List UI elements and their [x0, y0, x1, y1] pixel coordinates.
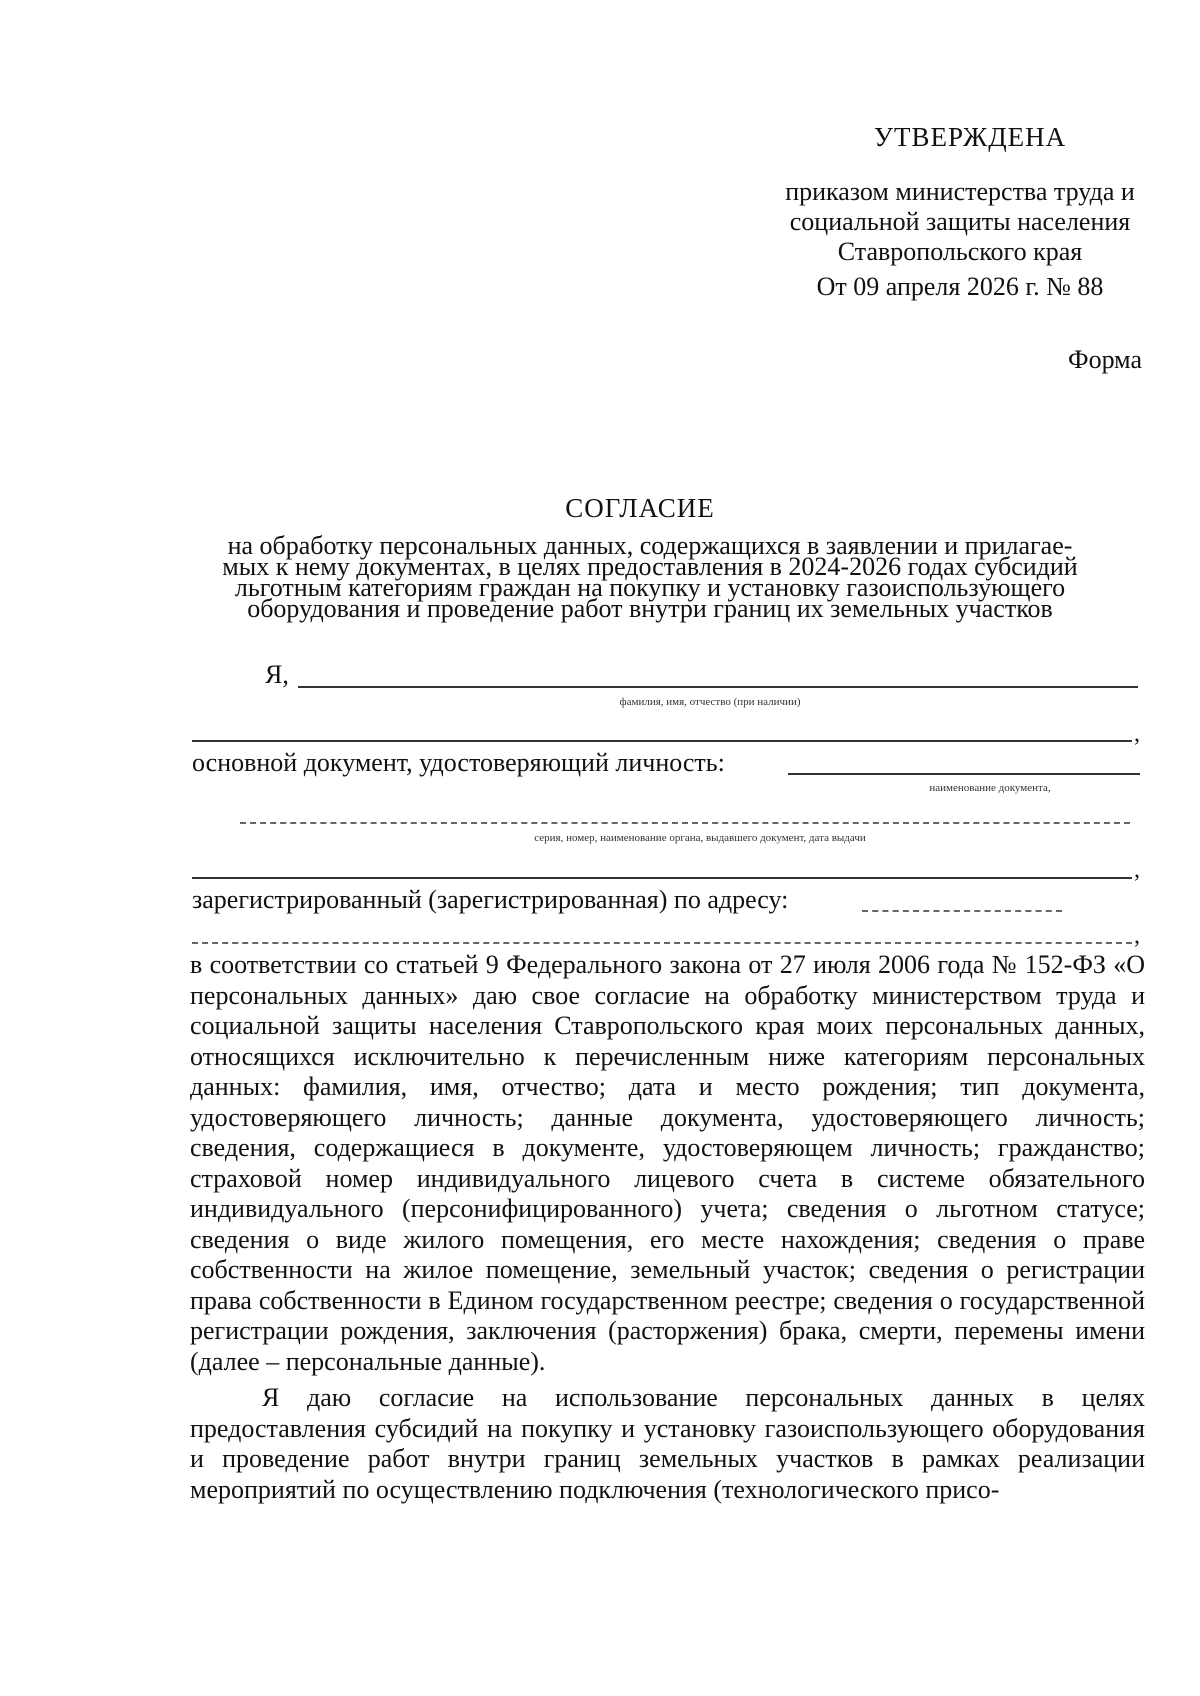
consent-body [190, 950, 1145, 1505]
id-document-name-line[interactable] [788, 773, 1140, 775]
address-label: зарегистрированный (зарегистрированная) по адресу: [192, 885, 789, 914]
subtitle-line-3: льготным категориям граждан на покупку и установку газоиспользующего [234, 573, 1066, 602]
approval-title: УТВЕРЖДЕНА [873, 122, 1067, 152]
id-document-label: основной документ, удостоверяющий личность: [192, 748, 725, 777]
address-continuation-line[interactable] [192, 942, 1132, 944]
fio-caption: фамилия, имя, отчество (при наличии) [619, 696, 801, 708]
address-input-line[interactable] [862, 910, 1062, 912]
approval-order [740, 177, 1180, 267]
comma-1: , [1134, 721, 1140, 747]
subtitle-line-1: на обработку персональных данных, содержащихся в заявлении и прилагае- [227, 531, 1073, 560]
document-title: СОГЛАСИЕ [565, 493, 715, 523]
approval-line-2: социальной защиты населения [789, 207, 1131, 236]
fio-continuation-line[interactable] [192, 740, 1132, 742]
id-document-continuation-line[interactable] [192, 877, 1132, 879]
consent-paragraph-2: Я даю согласие на использование персональных данных в целях предоставления субсидий на покупку и установку газоиспользующего оборудования и проведение работ внутри границ земельных участков в рамках реализации мероприятий по осуществлению подключения (технологического присо- [190, 1383, 1145, 1504]
approval-line-1: приказом министерства труда и [785, 177, 1135, 206]
approval-date: От 09 апреля 2026 г. № 88 [816, 272, 1104, 301]
comma-2: , [1134, 857, 1140, 883]
consent-paragraph-1: в соответствии со статьей 9 Федерального закона от 27 июля 2006 года № 152-ФЗ «О персональных данных» даю свое согласие на обработку министерством труда и социальной защиты населения Ставропольского края моих персональных данных, относящихся исключительно к перечисленным ниже категориям персональных данных: фамилия, имя, отчество; дата и место рождения; тип документа, удостоверяющего личность; данные документа, удостоверяющего личность; сведения, содержащиеся в документе, удостоверяющем личность; гражданство; страховой номер индивидуального лицевого счета в системе обязательного индивидуального (персонифицированного) учета; сведения о льготном статусе; сведения о виде жилого помещения, его месте нахождения; сведения о праве собственности на жилое помещение, земельный участок; сведения о регистрации права собственности в Едином государственном реестре; сведения о государственной регистрации рождения, заключения (расторжения) брака, смерти, перемены имени (далее – персональные данные). [190, 950, 1145, 1376]
comma-3: , [1134, 923, 1140, 949]
doc-name-caption: наименование документа, [929, 782, 1051, 794]
form-label: Форма [1068, 345, 1142, 374]
fio-input-line[interactable] [298, 686, 1138, 688]
approval-line-3: Ставропольского края [837, 237, 1083, 266]
subtitle-line-2: мых к нему документах, в целях предоставления в 2024-2026 годах субсидий [222, 552, 1078, 581]
i-label: Я, [265, 660, 289, 689]
subtitle-line-4: оборудования и проведение работ внутри границ их земельных участков [247, 594, 1053, 623]
id-document-details-line[interactable] [240, 822, 1130, 824]
document-subtitle [200, 531, 1100, 623]
doc-details-caption: серия, номер, наименование органа, выдавшего документ, дата выдачи [534, 832, 866, 844]
